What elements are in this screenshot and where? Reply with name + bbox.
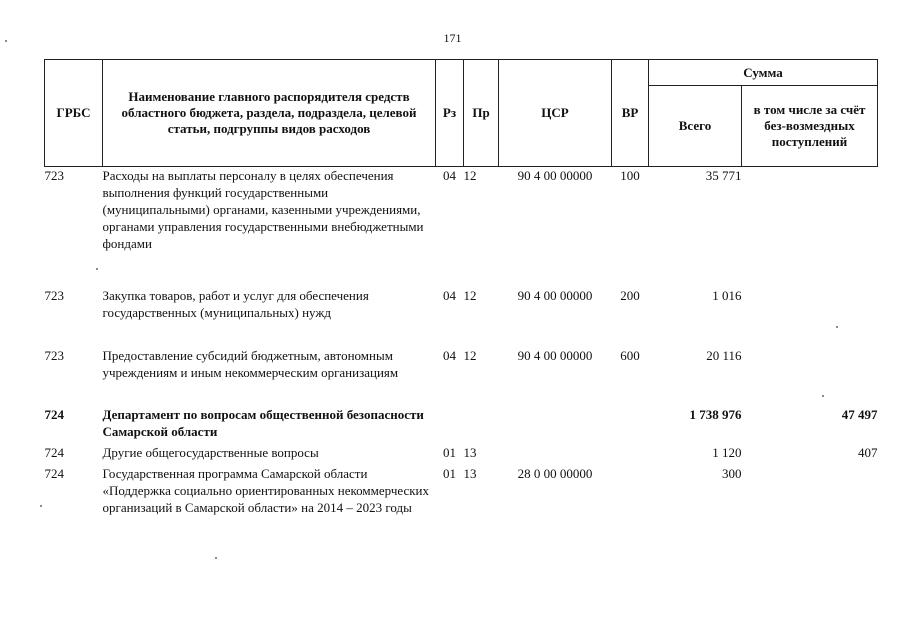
cell-pr: [464, 406, 499, 444]
cell-csr: 90 4 00 00000: [517, 168, 593, 183]
cell-free: [742, 465, 878, 545]
table-row: [45, 444, 878, 465]
header-rz: Рз: [436, 60, 464, 167]
cell-vr: 600: [620, 348, 640, 363]
cell-name: Государственная программа Самарской области «Поддержка социально ориентированных некоммерческих организаций в Самарской области» на 2014 – 2023 годы: [102, 466, 429, 515]
cell-csr: [499, 406, 612, 444]
header-row: [45, 60, 878, 86]
cell-free: 407: [858, 445, 878, 460]
cell-pr: 12: [463, 348, 477, 363]
cell-free: [742, 287, 878, 347]
page-number: 171: [443, 31, 462, 45]
header-pr: Пр: [464, 60, 499, 167]
header-total: Всего: [649, 86, 742, 167]
cell-pr: 12: [463, 288, 477, 303]
cell-grbs: 724: [44, 407, 64, 422]
cell-csr: 90 4 00 00000: [517, 288, 593, 303]
header-sum: Сумма: [649, 60, 878, 86]
cell-grbs: 723: [44, 348, 64, 363]
cell-name: Предоставление субсидий бюджетным, автономным учреждениям и иным некоммерческим организациям: [102, 348, 399, 380]
cell-csr: [499, 444, 612, 465]
cell-total: 1 738 976: [689, 407, 742, 422]
header-name: Наименование главного распорядителя средств областного бюджета, раздела, подраздела, целевой статьи, подгруппы видов расходов: [103, 60, 436, 167]
header-vr: ВР: [612, 60, 649, 167]
cell-vr: [612, 444, 649, 465]
cell-csr: 90 4 00 00000: [517, 348, 593, 363]
table-row: [45, 287, 878, 347]
cell-csr: 28 0 00 00000: [517, 466, 593, 481]
cell-grbs: 724: [44, 466, 64, 481]
header-csr: ЦСР: [499, 60, 612, 167]
table-row: [45, 465, 878, 545]
cell-rz: [436, 406, 464, 444]
cell-grbs: 724: [44, 445, 64, 460]
cell-rz: 04: [443, 168, 456, 183]
scan-speck: [40, 505, 42, 507]
cell-pr: 13: [463, 466, 477, 481]
cell-grbs: 723: [44, 288, 64, 303]
scan-speck: [836, 326, 838, 328]
cell-pr: 13: [463, 445, 477, 460]
cell-free: [742, 167, 878, 288]
cell-vr: [612, 465, 649, 545]
cell-total: 35 771: [705, 168, 742, 183]
cell-vr: [612, 406, 649, 444]
cell-total: 20 116: [706, 348, 742, 363]
cell-total: 1 120: [712, 445, 742, 460]
budget-table: [44, 59, 878, 545]
cell-rz: 01: [443, 466, 456, 481]
cell-vr: 200: [620, 288, 640, 303]
cell-rz: 01: [443, 445, 456, 460]
table-row-department: [45, 406, 878, 444]
header-grbs: ГРБС: [45, 60, 103, 167]
cell-pr: 12: [463, 168, 477, 183]
table-row: [45, 167, 878, 288]
cell-free: [742, 347, 878, 406]
cell-name: Расходы на выплаты персоналу в целях обеспечения выполнения функций государственными (муниципальными) органами, казенными учреждениями, органами управления государственными внебюджетными фондами: [102, 168, 424, 251]
cell-free: 47 497: [841, 407, 878, 422]
cell-name: Другие общегосударственные вопросы: [102, 445, 319, 460]
cell-total: 1 016: [712, 288, 742, 303]
cell-rz: 04: [443, 288, 456, 303]
header-free: в том числе за счёт без-возмездных поступлений: [742, 86, 878, 167]
cell-vr: 100: [620, 168, 640, 183]
cell-grbs: 723: [44, 168, 64, 183]
cell-total: 300: [722, 466, 742, 481]
cell-rz: 04: [443, 348, 456, 363]
scan-speck: [5, 40, 7, 42]
scan-speck: [215, 557, 217, 559]
scan-speck: [96, 268, 98, 270]
cell-name: Закупка товаров, работ и услуг для обеспечения государственных (муниципальных) нужд: [102, 288, 369, 320]
cell-name: Департамент по вопросам общественной безопасности Самарской области: [102, 407, 424, 439]
scan-speck: [822, 395, 824, 397]
table-row: [45, 347, 878, 406]
